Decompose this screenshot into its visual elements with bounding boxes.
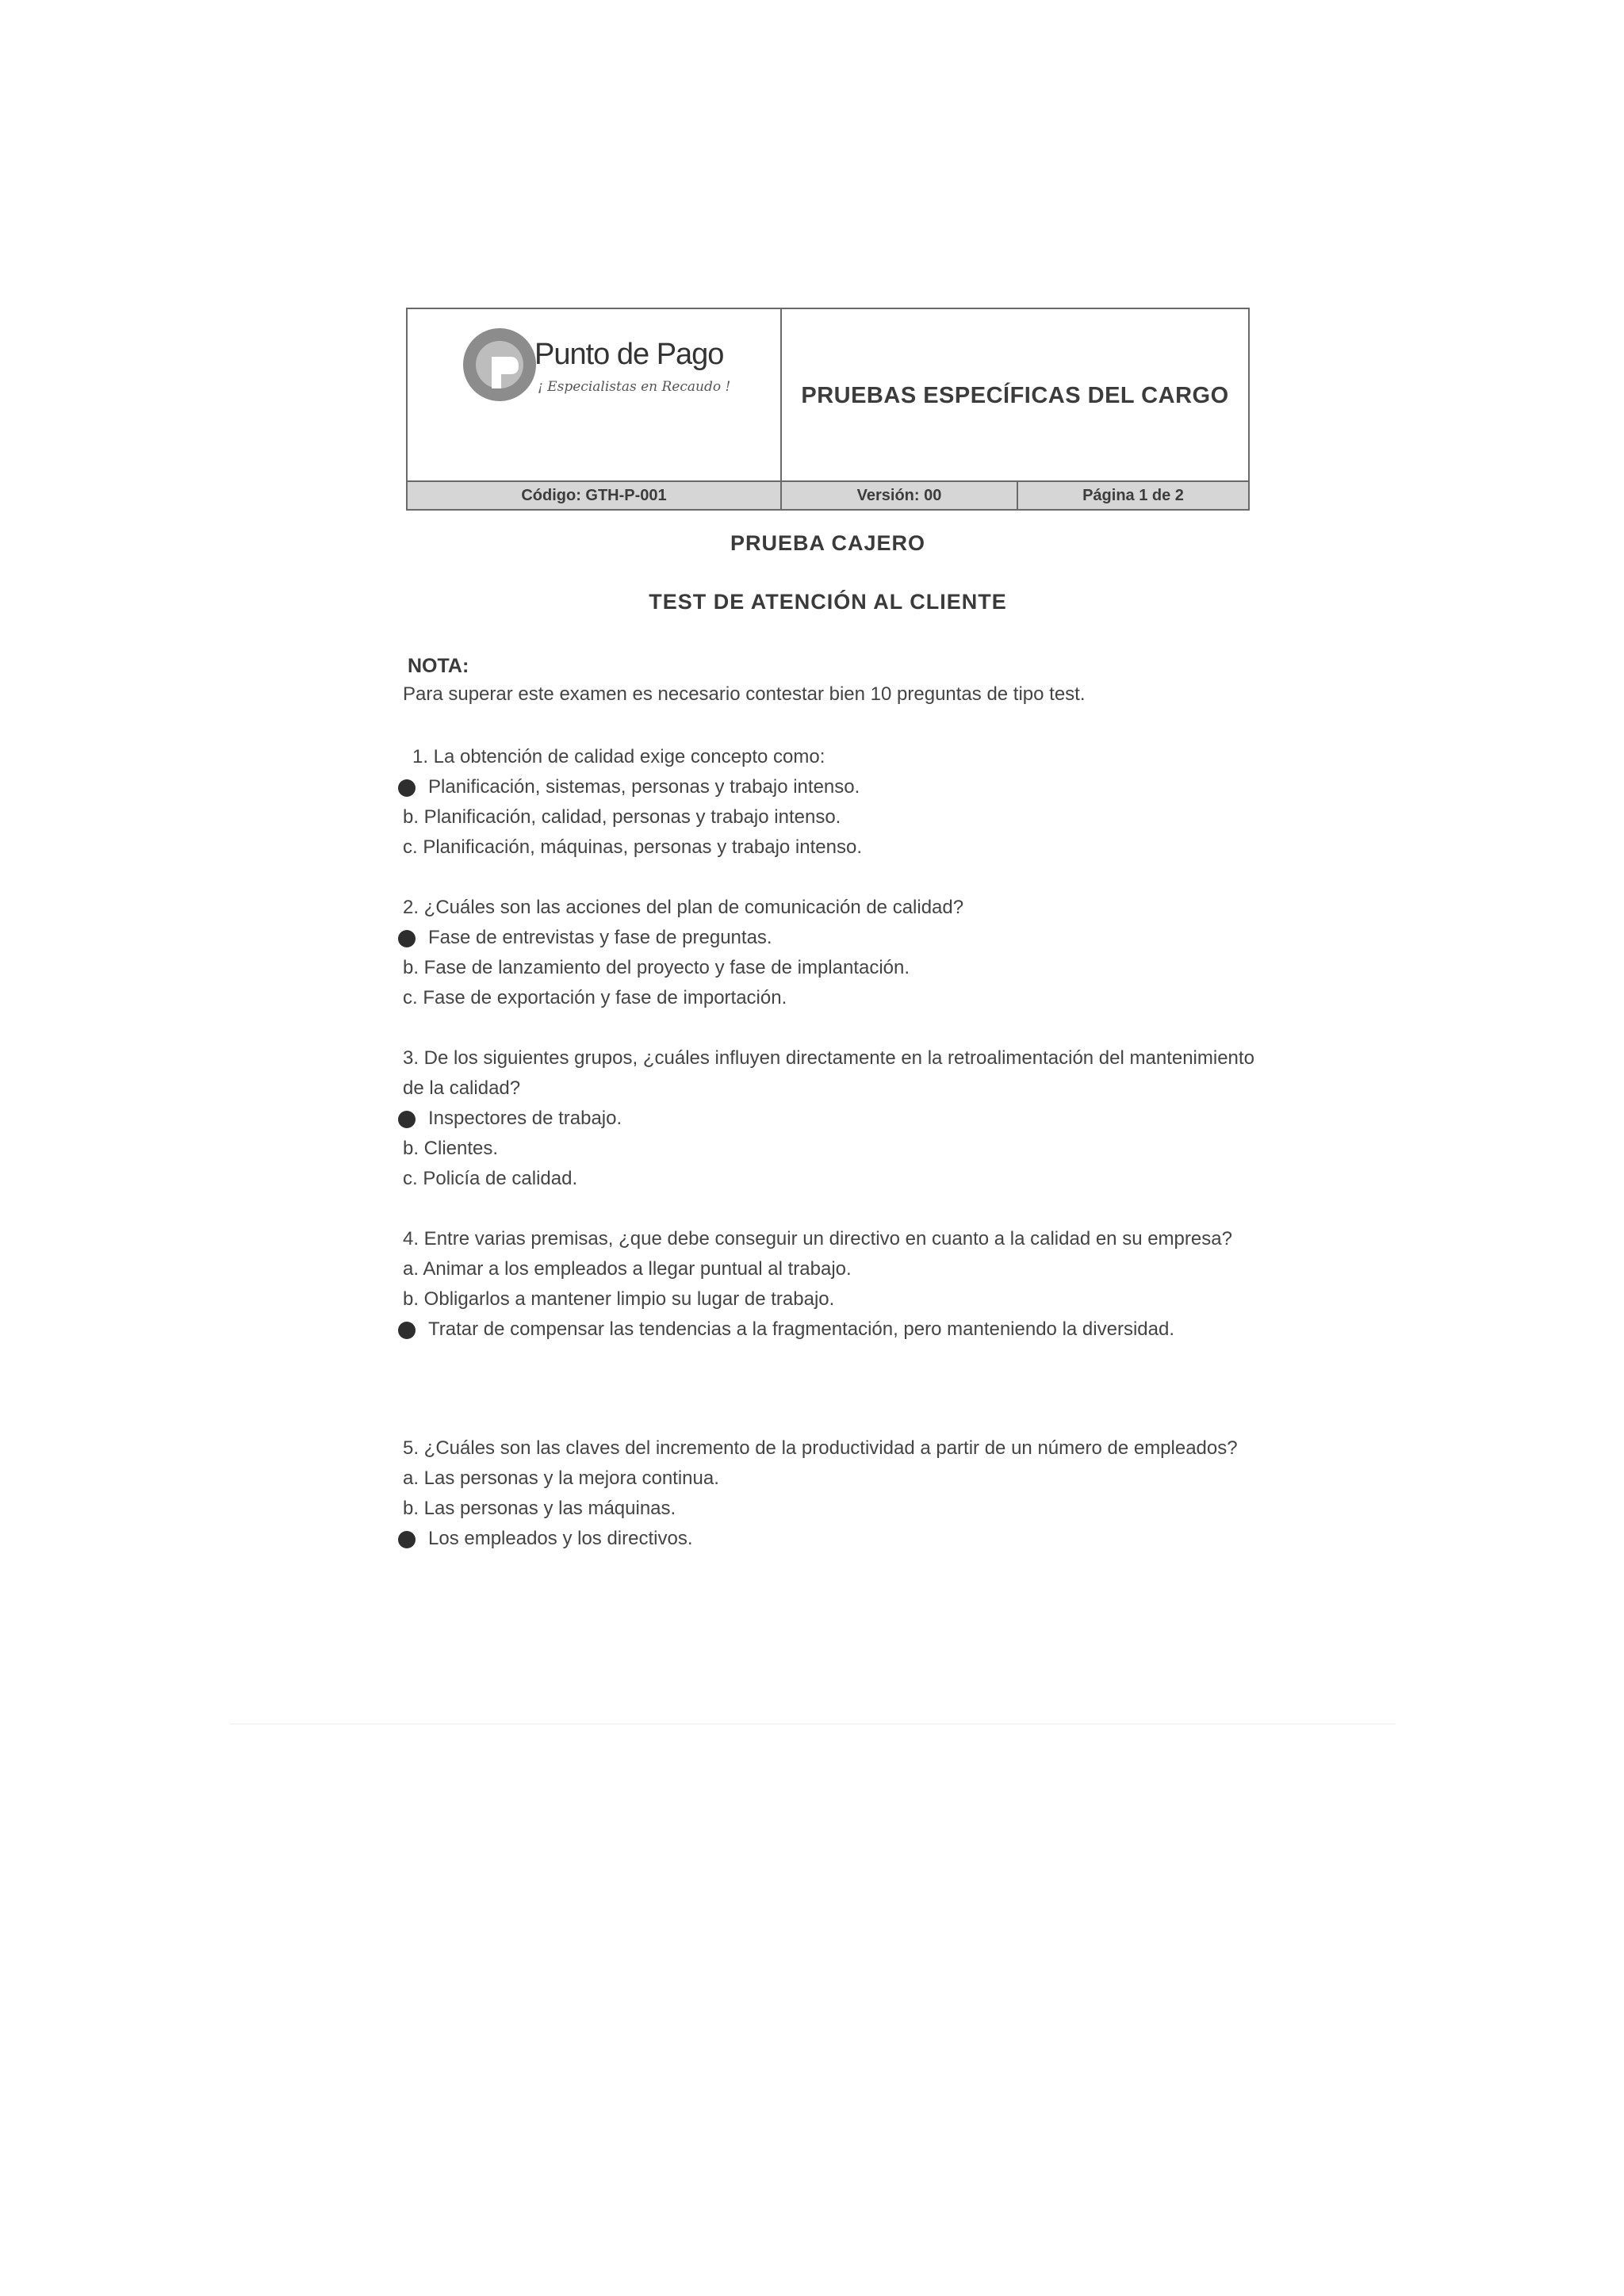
question-text: 3. De los siguientes grupos, ¿cuáles influyen directamente en la retroalimentación del mantenimiento de la calidad? — [403, 1047, 1254, 1099]
document-code: Código: GTH-P-001 — [408, 482, 782, 509]
filled-answer-mark-icon — [398, 1111, 416, 1128]
filled-answer-mark-icon — [398, 779, 416, 797]
option-c-selected[interactable]: Los empleados y los directivos. — [403, 1524, 1259, 1554]
question-4 — [403, 1224, 1259, 1345]
option-a-selected[interactable]: Planificación, sistemas, personas y trabajo intenso. — [403, 772, 1259, 802]
header-title: PRUEBAS ESPECÍFICAS DEL CARGO — [801, 382, 1229, 408]
question-text: 5. ¿Cuáles son las claves del incremento de la productividad a partir de un número de empleados? — [403, 1437, 1238, 1459]
question-2 — [403, 893, 1259, 1013]
test-subtitle: TEST DE ATENCIÓN AL CLIENTE — [649, 590, 1007, 614]
option-b[interactable]: b. Obligarlos a mantener limpio su lugar de trabajo. — [403, 1288, 835, 1310]
option-a[interactable]: a. Animar a los empleados a llegar puntual al trabajo. — [403, 1258, 852, 1280]
logo-tagline: ¡ Especialistas en Recaudo ! — [538, 379, 731, 395]
option-b[interactable]: b. Planificación, calidad, personas y trabajo intenso. — [403, 806, 841, 828]
question-5 — [403, 1433, 1259, 1554]
filled-answer-mark-icon — [398, 1531, 416, 1548]
option-c[interactable]: c. Fase de exportación y fase de importación. — [403, 987, 787, 1008]
option-b[interactable]: b. Fase de lanzamiento del proyecto y fase de implantación. — [403, 957, 910, 978]
question-text: 1. La obtención de calidad exige concepto como: — [412, 746, 825, 767]
document-version: Versión: 00 — [782, 482, 1018, 509]
header-footer-row — [408, 480, 1248, 509]
filled-answer-mark-icon — [398, 930, 416, 947]
question-3 — [403, 1043, 1259, 1194]
option-a-selected[interactable]: Fase de entrevistas y fase de preguntas. — [403, 923, 1259, 953]
logo-name: Punto de Pago — [534, 338, 724, 371]
option-b[interactable]: b. Las personas y las máquinas. — [403, 1498, 676, 1519]
test-title: PRUEBA CAJERO — [730, 531, 926, 555]
filled-answer-mark-icon — [398, 1322, 416, 1339]
document-header-table — [406, 308, 1250, 511]
option-c[interactable]: c. Planificación, máquinas, personas y trabajo intenso. — [403, 836, 862, 858]
option-c-selected[interactable]: Tratar de compensar las tendencias a la fragmentación, pero manteniendo la diversidad. — [403, 1314, 1259, 1345]
question-text: 2. ¿Cuáles son las acciones del plan de comunicación de calidad? — [403, 897, 964, 918]
logo-cell — [408, 309, 782, 482]
option-c[interactable]: c. Policía de calidad. — [403, 1168, 578, 1189]
option-a-selected[interactable]: Inspectores de trabajo. — [403, 1104, 1259, 1134]
option-b[interactable]: b. Clientes. — [403, 1138, 499, 1159]
nota-label: NOTA: — [408, 655, 469, 677]
page-number: Página 1 de 2 — [1082, 486, 1184, 504]
option-a[interactable]: a. Las personas y la mejora continua. — [403, 1468, 719, 1489]
question-1 — [403, 742, 1259, 863]
nota-text: Para superar este examen es necesario contestar bien 10 preguntas de tipo test. — [403, 683, 1086, 705]
question-text: 4. Entre varias premisas, ¿que debe conseguir un directivo en cuanto a la calidad en su empresa? — [403, 1228, 1232, 1249]
